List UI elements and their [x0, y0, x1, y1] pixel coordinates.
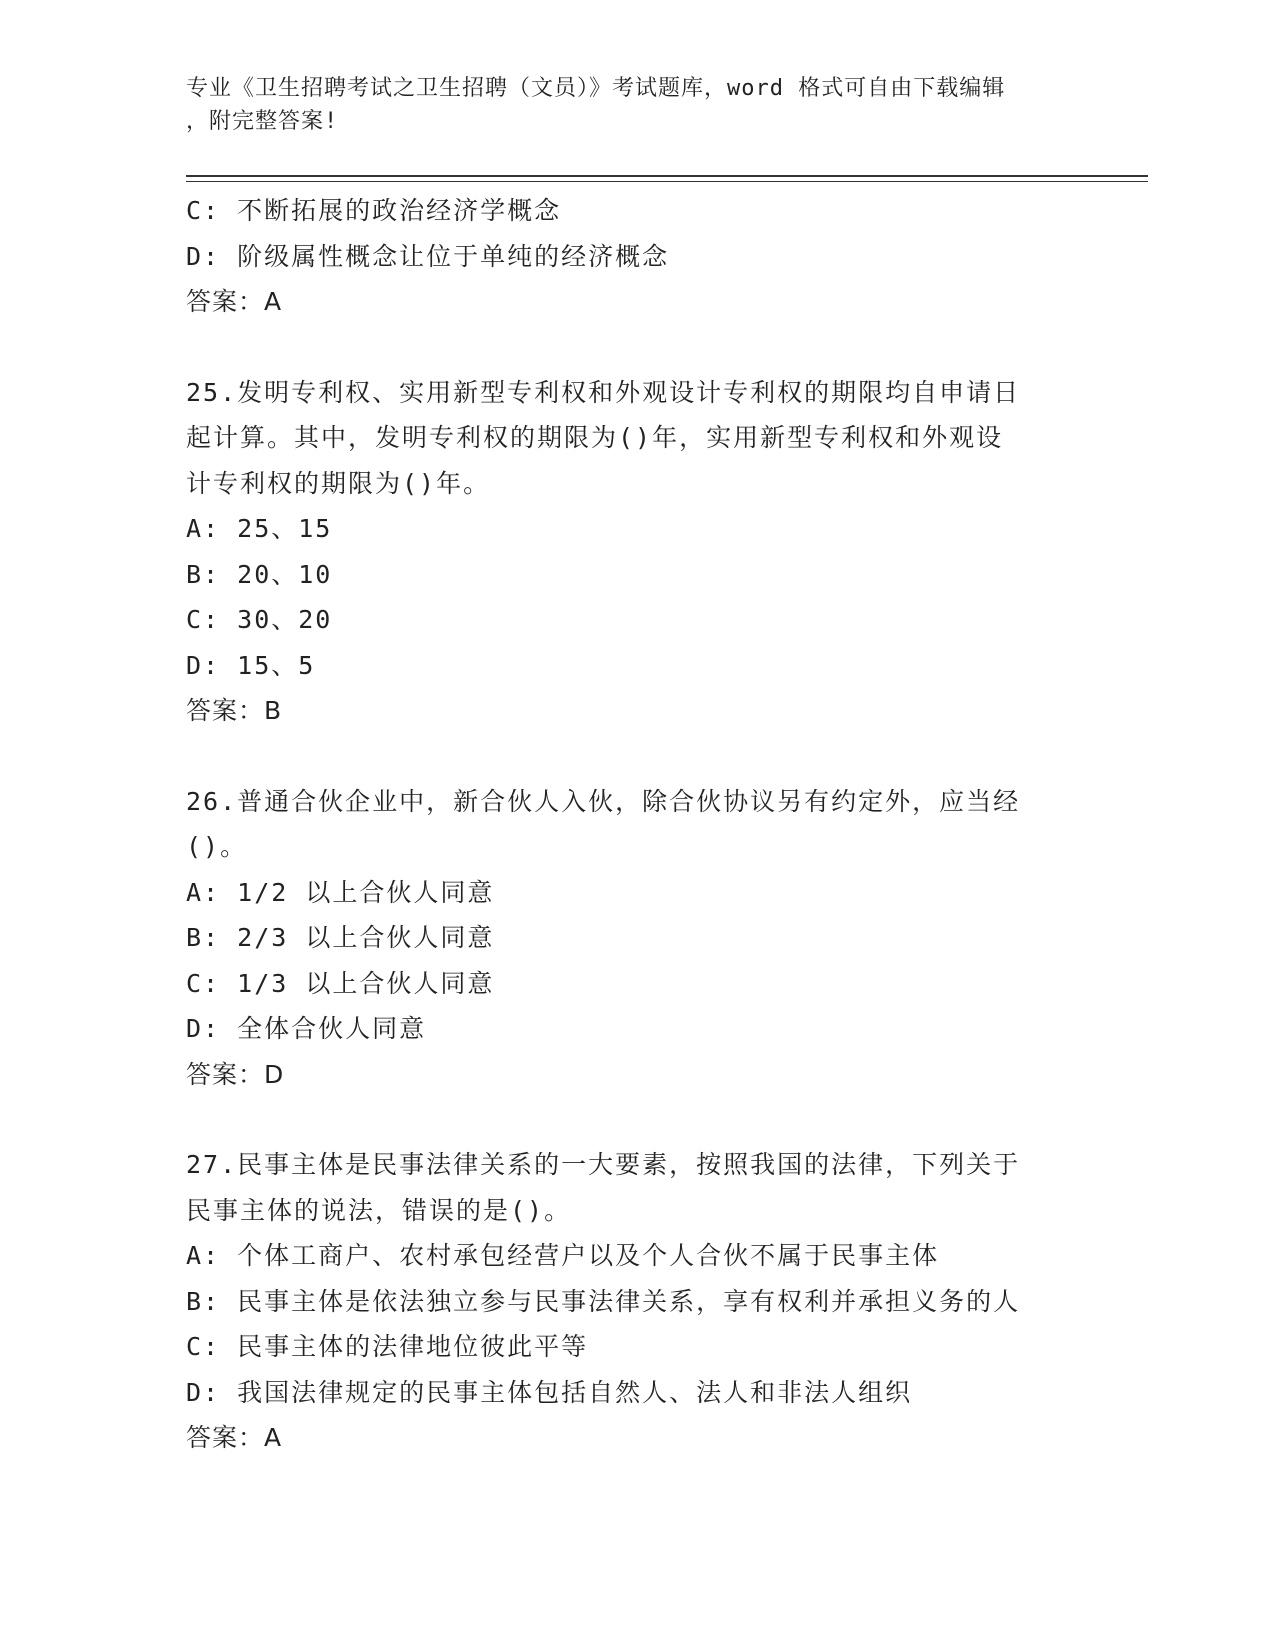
question-item: [186, 1142, 1086, 1461]
document-header: [186, 72, 1086, 138]
answer-option: A: 1/2 以上合伙人同意: [186, 877, 495, 907]
answer-option: B: 民事主体是依法独立参与民事法律关系，享有权利并承担义务的人: [186, 1286, 1021, 1316]
question-line: 起计算。其中，发明专利权的期限为()年，实用新型专利权和外观设: [186, 423, 1004, 452]
answer-option: D: 我国法律规定的民事主体包括自然人、法人和非法人组织: [186, 1377, 913, 1407]
answer-option: A: 25、15: [186, 514, 333, 543]
answer-option: B: 2/3 以上合伙人同意: [186, 923, 495, 952]
question-line: 25.发明专利权、实用新型专利权和外观设计专利权的期限均自申请日: [186, 377, 1021, 407]
question-line: 27.民事主体是民事法律关系的一大要素，按照我国的法律，下列关于: [186, 1150, 1021, 1179]
answer-option: C: 民事主体的法律地位彼此平等: [186, 1332, 589, 1361]
question-carryover: [186, 188, 1086, 325]
correct-answer: 答案：B: [186, 696, 283, 725]
answer-option: D: 阶级属性概念让位于单纯的经济概念: [186, 241, 670, 271]
answer-option: D: 全体合伙人同意: [186, 1014, 427, 1043]
question-item: [186, 779, 1086, 1098]
answer-option: C: 1/3 以上合伙人同意: [186, 968, 495, 998]
correct-answer: 答案：A: [186, 1423, 283, 1452]
answer-option: C: 不断拓展的政治经济学概念: [186, 196, 562, 225]
answer-option: B: 20、10: [186, 559, 333, 589]
answer-option: D: 15、5: [186, 650, 316, 680]
header-divider: [186, 175, 1148, 177]
question-item: [186, 370, 1086, 734]
question-line: 计专利权的期限为()年。: [186, 468, 491, 498]
correct-answer: 答案：A: [186, 287, 283, 316]
question-list: [186, 188, 1086, 1461]
question-line: ()。: [186, 832, 248, 861]
question-line: 26.普通合伙企业中，新合伙人入伙，除合伙协议另有约定外，应当经: [186, 786, 1021, 816]
question-text: [186, 370, 1086, 507]
question-text: [186, 1142, 1086, 1233]
header-divider: [186, 181, 1148, 182]
question-line: 民事主体的说法，错误的是()。: [186, 1195, 572, 1225]
answer-option: C: 30、20: [186, 605, 333, 634]
header-line: 专业《卫生招聘考试之卫生招聘（文员）》考试题库，word 格式可自由下载编辑: [186, 76, 1006, 101]
header-line: ，附完整答案!: [186, 109, 339, 134]
answer-option: A: 个体工商户、农村承包经营户以及个人合伙不属于民事主体: [186, 1241, 940, 1270]
question-text: [186, 779, 1086, 870]
correct-answer: 答案：D: [186, 1059, 285, 1089]
